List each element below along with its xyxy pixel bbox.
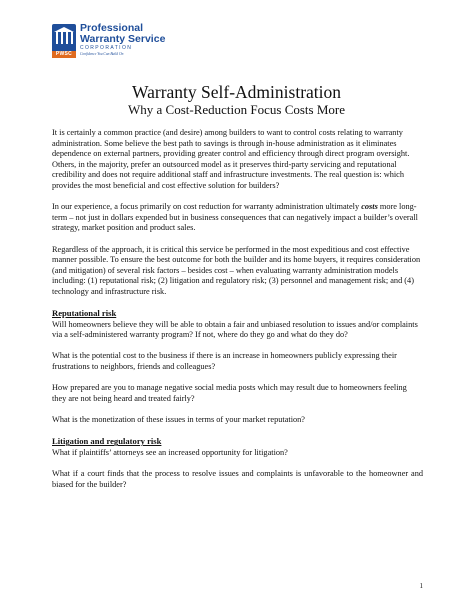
company-logo (52, 22, 172, 64)
logo-line-2: Warranty Service (80, 32, 166, 45)
emphasis-costs: costs (361, 202, 378, 212)
logo-tagline: Confidence You Can Build On (80, 52, 124, 56)
reputational-question-3: How prepared are you to manage negative social media posts which may result due to homeowners feeling they are not being heard and treated fairly? (52, 383, 407, 403)
litigation-question-1: What if plaintiffs’ attorneys see an increased opportunity for litigation? (52, 447, 288, 457)
building-icon (52, 24, 76, 51)
document-title: Warranty Self-Administration (131, 82, 342, 102)
intro-paragraph-2 (52, 202, 423, 234)
logo-wordmark (80, 23, 165, 57)
section-heading-reputational: Reputational risk (52, 308, 117, 319)
logo-line-3: CORPORATION (80, 45, 133, 51)
document-body (52, 128, 423, 501)
section-heading-litigation: Litigation and regulatory risk (52, 436, 162, 447)
intro-paragraph-3: Regardless of the approach, it is critical this service be performed in the most expeditious and cost effective manner possible. To ensure the best outcome for both the builder and its home buyers, it requires consideration (and mitigation) of several risk factors – besides cost – when evaluating warranty administration models including: (1) reputational risk; (2) litigation and regulatory risk; (3) personnel and management risk; and (4) technology and infrastructure risk. (52, 244, 421, 296)
logo-line-1: Professional (80, 22, 144, 34)
document-subtitle: Why a Cost-Reduction Focus Costs More (127, 102, 345, 117)
intro-p2-text: In our experience, a focus primarily on cost reduction for warranty administration ultimately (52, 202, 362, 212)
page-number: 1 (419, 582, 423, 590)
intro-paragraph-1: It is certainly a common practice (and desire) among builders to want to control costs relating to warranty administration. Some believe the best path to savings is through in-house administration as it eliminates dependence on external partners, providing greater control and efficiency through direct program oversight. Others, in the majority, prefer an outsourced model as it preserves third-party servicing and reputational credibility and does not require additional staff and infrastructure investments. The real question is: which provides the most beneficial and cost effective solution for builders? (52, 128, 410, 190)
reputational-question-1: Will homeowners believe they will be able to obtain a fair and unbiased resolution to issues and/or complaints via a self-administered warranty program? If not, where do they go and what do they do? (52, 319, 418, 340)
reputational-question-2: What is the potential cost to the business if there is an increase in homeowners publicly expressing their frustrations to neighbors, friends and colleagues? (52, 351, 397, 372)
intro-p2-text-end: more long-term – not just in dollars expended but in business consequences that can negatively impact a builder’s overall strategy, market position and product sales. (52, 202, 418, 233)
logo-badge: PWSC (52, 51, 76, 58)
litigation-question-2: What if a court finds that the process to resolve issues and complaints is unfavorable to the homeowner and biased for the builder? (52, 469, 423, 489)
reputational-question-4: What is the monetization of these issues in terms of your market reputation? (52, 415, 305, 425)
